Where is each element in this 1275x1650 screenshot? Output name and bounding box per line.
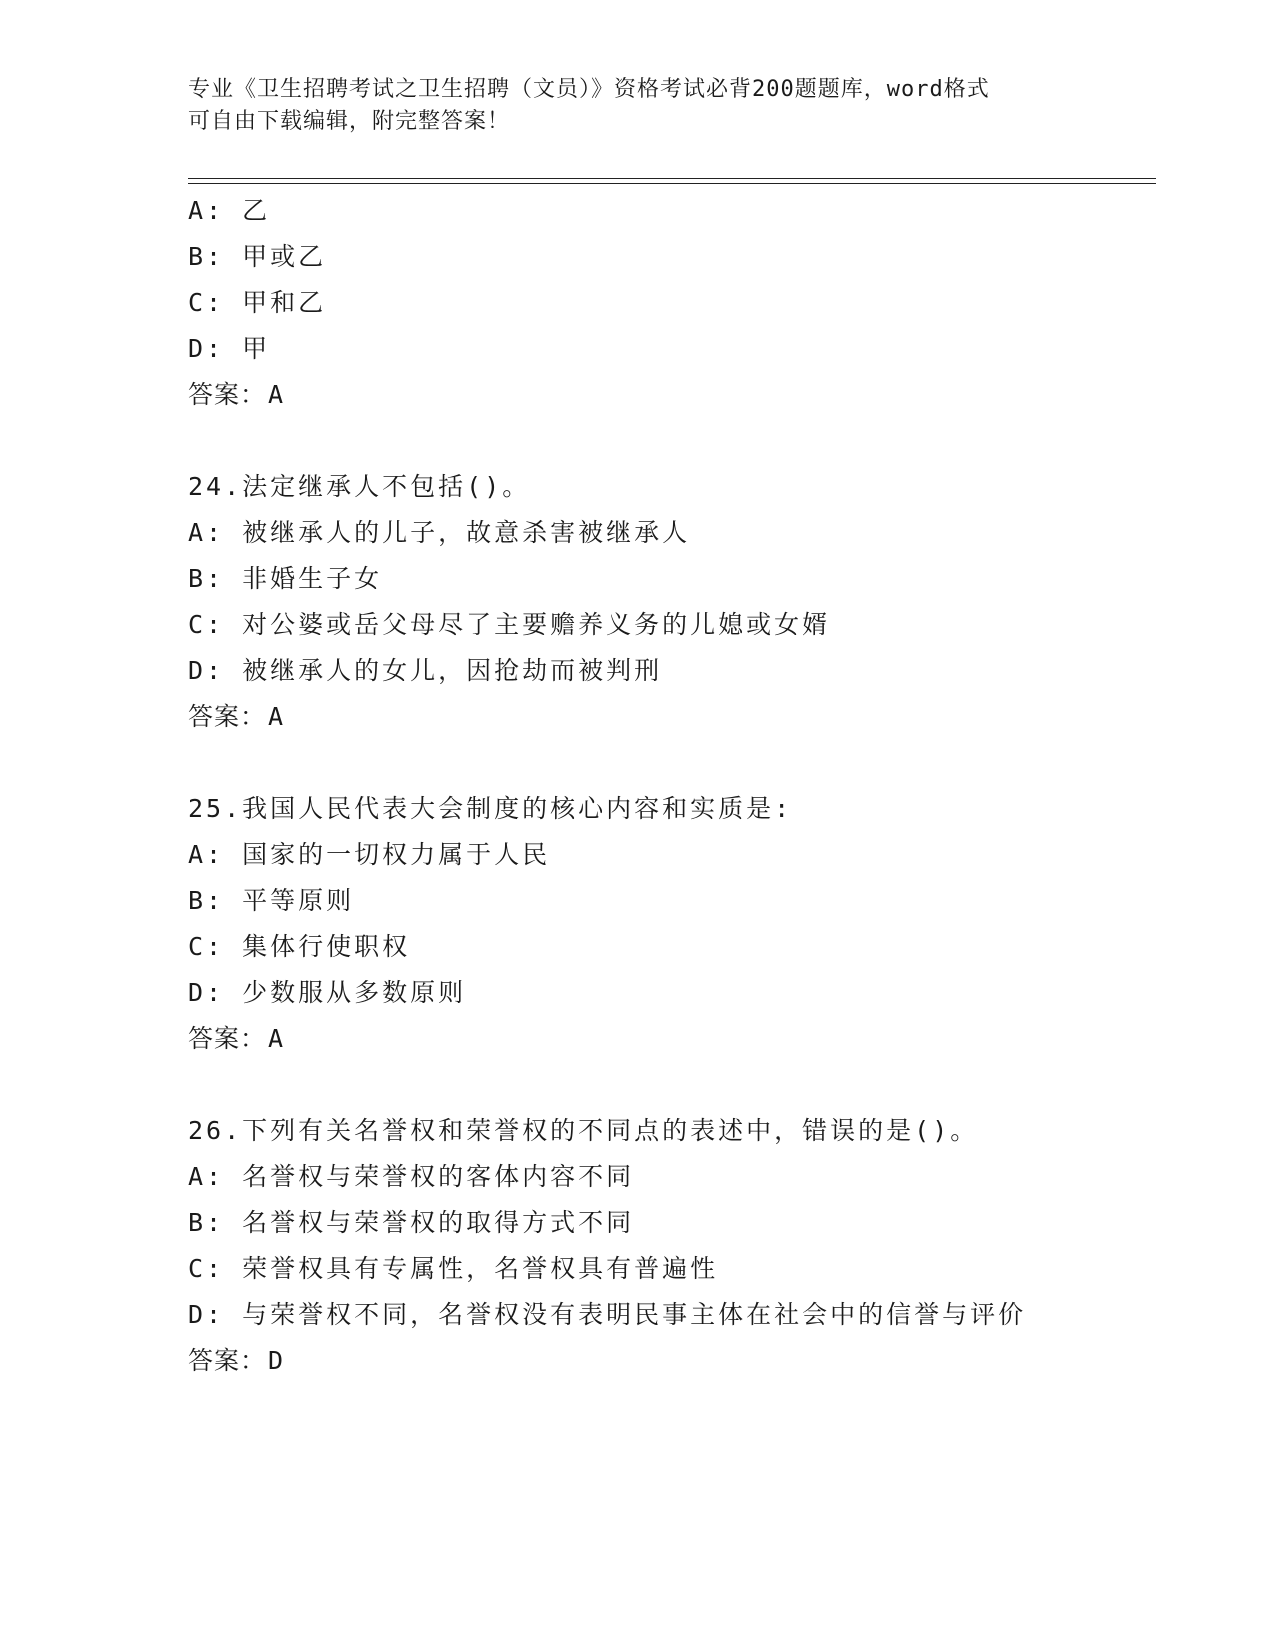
answer-label: 答案： <box>188 1346 267 1375</box>
header-divider-top <box>188 178 1156 179</box>
question-list <box>188 188 1148 1384</box>
answer-line <box>188 694 1148 740</box>
question-stem: 26.下列有关名誉权和荣誉权的不同点的表述中，错误的是()。 <box>188 1116 979 1145</box>
answer-value: A <box>268 1024 284 1053</box>
answer-value: D <box>268 1346 284 1375</box>
spacer <box>188 1062 1148 1108</box>
option-c: C: 对公婆或岳父母尽了主要赡养义务的儿媳或女婿 <box>188 610 831 639</box>
answer-value: A <box>268 380 284 409</box>
option-d: D: 甲 <box>188 334 271 363</box>
option-a: A: 乙 <box>188 196 271 225</box>
question-continued <box>188 188 1148 418</box>
header-divider-bottom <box>188 183 1156 184</box>
option-c: C: 集体行使职权 <box>188 932 411 961</box>
question-24 <box>188 464 1148 740</box>
option-a: A: 名誉权与荣誉权的客体内容不同 <box>188 1162 635 1191</box>
question-26 <box>188 1108 1148 1384</box>
spacer <box>188 740 1148 786</box>
option-b: B: 平等原则 <box>188 886 355 915</box>
option-d: D: 被继承人的女儿，因抢劫而被判刑 <box>188 656 663 685</box>
question-stem: 25.我国人民代表大会制度的核心内容和实质是: <box>188 794 793 823</box>
question-stem: 24.法定继承人不包括()。 <box>188 472 531 501</box>
answer-label: 答案： <box>188 1024 267 1053</box>
option-b: B: 非婚生子女 <box>188 564 383 593</box>
option-a: A: 被继承人的儿子，故意杀害被继承人 <box>188 518 691 547</box>
answer-value: A <box>268 702 284 731</box>
option-a: A: 国家的一切权力属于人民 <box>188 840 551 869</box>
option-b: B: 甲或乙 <box>188 242 327 271</box>
header-title-line-2: 可自由下载编辑，附完整答案！ <box>188 109 511 134</box>
answer-line <box>188 372 1148 418</box>
answer-line <box>188 1338 1148 1384</box>
option-c: C: 荣誉权具有专属性，名誉权具有普遍性 <box>188 1254 719 1283</box>
option-d: D: 与荣誉权不同，名誉权没有表明民事主体在社会中的信誉与评价 <box>188 1300 1027 1329</box>
spacer <box>188 418 1148 464</box>
answer-label: 答案： <box>188 702 267 731</box>
question-25 <box>188 786 1148 1062</box>
header-title-line-1: 专业《卫生招聘考试之卫生招聘（文员）》资格考试必背200题题库，word格式 <box>188 77 990 102</box>
answer-line <box>188 1016 1148 1062</box>
option-b: B: 名誉权与荣誉权的取得方式不同 <box>188 1208 635 1237</box>
document-header <box>188 74 1088 138</box>
option-d: D: 少数服从多数原则 <box>188 978 467 1007</box>
answer-label: 答案： <box>188 380 267 409</box>
option-c: C: 甲和乙 <box>188 288 327 317</box>
